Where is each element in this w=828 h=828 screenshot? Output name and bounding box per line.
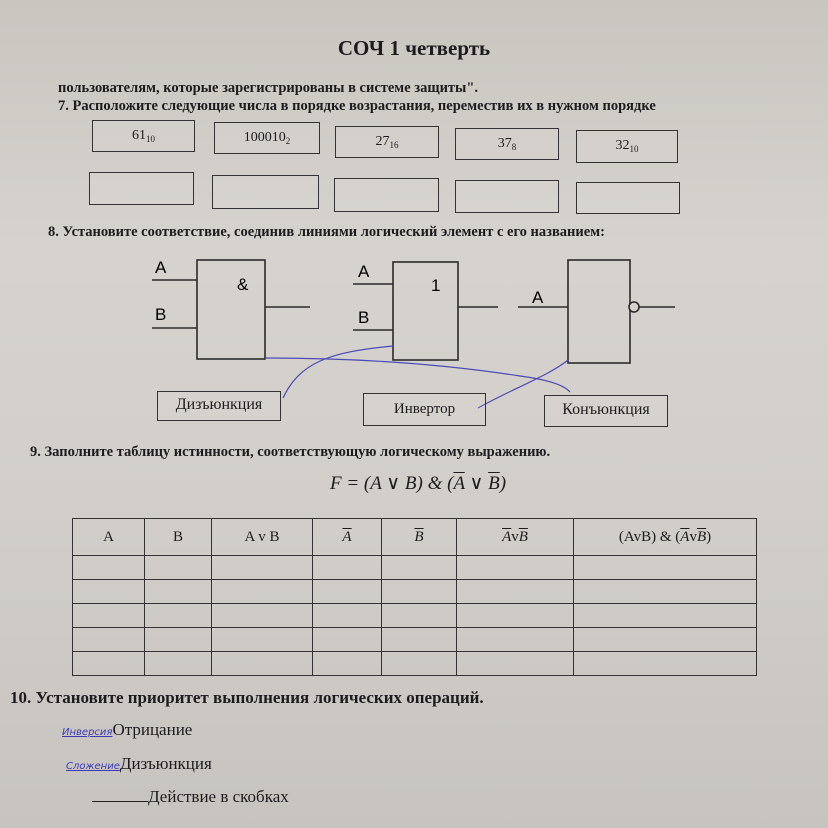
number-value: 61 — [132, 128, 146, 143]
table-cell[interactable] — [382, 628, 457, 652]
formula-not-b: $\overline{B}$ — [488, 473, 500, 494]
number-value: 37 — [497, 136, 512, 151]
table-row — [73, 580, 757, 604]
page-title: СОЧ 1 четверть — [337, 36, 491, 60]
table-cell[interactable] — [73, 604, 145, 628]
q8-text: 8. Установите соответствие, соединив линиями логический элемент с его названием: — [48, 224, 605, 240]
table-cell[interactable] — [313, 580, 382, 604]
number-base: 10 — [629, 144, 639, 154]
header-not-a-text: $\overline{A}$ — [342, 528, 352, 545]
handwritten-answer-1[interactable]: Инверсия — [62, 727, 113, 738]
header-not-b — [382, 519, 457, 556]
header-or: v — [511, 528, 519, 545]
connection-line-and — [265, 358, 570, 392]
q9-text: 9. Заполните таблицу истинности, соответствующую логическому выражению. — [30, 444, 551, 460]
priority-item-1 — [62, 720, 192, 740]
table-row — [73, 628, 757, 652]
table-cell[interactable] — [145, 652, 212, 676]
table-cell[interactable] — [145, 628, 212, 652]
label-inverter[interactable]: Инвертор — [363, 393, 486, 426]
table-cell[interactable] — [382, 580, 457, 604]
table-cell[interactable] — [145, 604, 212, 628]
handwritten-answer-2[interactable]: Сложение — [66, 761, 120, 772]
table-cell[interactable] — [313, 556, 382, 580]
header-not-b-text: $\overline{B}$ — [414, 528, 424, 545]
table-cell[interactable] — [382, 556, 457, 580]
formula-not-a: $\overline{A}$ — [453, 473, 465, 494]
number-box-1[interactable] — [92, 120, 195, 152]
gate1-symbol: & — [237, 275, 249, 294]
answer-box-3[interactable] — [334, 178, 439, 212]
table-cell[interactable] — [212, 628, 313, 652]
not-gate-inversion-bubble — [629, 302, 639, 312]
header-result-nb: $\overline{B}$ — [696, 528, 707, 545]
q9-formula — [330, 472, 506, 495]
label-disjunction[interactable]: Дизъюнкция — [157, 391, 281, 421]
not-gate-body — [568, 260, 630, 363]
q7-text: 7. Расположите следующие числа в порядке возрастания, переместив их в нужном порядке — [58, 98, 656, 114]
answer-box-5[interactable] — [576, 182, 680, 214]
table-cell[interactable] — [457, 580, 574, 604]
table-cell[interactable] — [212, 556, 313, 580]
header-result — [574, 519, 757, 556]
answer-box-2[interactable] — [212, 175, 319, 209]
header-a-or-b: A v B — [212, 519, 313, 556]
number-base: 2 — [285, 136, 291, 146]
priority-label-3: Действие в скобках — [148, 787, 289, 806]
number-box-2[interactable] — [214, 122, 320, 154]
formula-left: F = (A ∨ B) & ( — [330, 473, 454, 494]
number-base: 16 — [389, 140, 399, 150]
table-cell[interactable] — [73, 580, 145, 604]
table-cell[interactable] — [574, 628, 757, 652]
truth-table — [72, 518, 757, 676]
header-na: $\overline{A}$ — [502, 528, 512, 545]
priority-item-2 — [66, 754, 212, 774]
and-gate-body — [197, 260, 265, 359]
header-nb: $\overline{B}$ — [518, 528, 528, 545]
table-header-row — [73, 519, 757, 556]
table-cell[interactable] — [382, 652, 457, 676]
number-value: 27 — [375, 134, 390, 149]
header-a: A — [73, 519, 145, 556]
gate2-symbol: 1 — [431, 276, 441, 295]
table-cell[interactable] — [145, 580, 212, 604]
table-cell[interactable] — [382, 604, 457, 628]
formula-right: ) — [499, 473, 507, 494]
table-cell[interactable] — [457, 652, 574, 676]
header-result-or: v — [689, 528, 697, 545]
number-box-5[interactable] — [576, 130, 678, 163]
or-gate-body — [393, 262, 458, 360]
number-value: 100010 — [243, 130, 286, 145]
table-row — [73, 652, 757, 676]
header-result-left: (AvB) & ( — [618, 528, 681, 545]
number-value: 32 — [615, 138, 630, 153]
gate3-label-a: A — [532, 288, 544, 307]
header-b: B — [145, 519, 212, 556]
table-cell[interactable] — [457, 556, 574, 580]
table-cell[interactable] — [73, 652, 145, 676]
table-cell[interactable] — [73, 628, 145, 652]
gate2-label-a: A — [358, 262, 370, 281]
number-base: 8 — [511, 142, 517, 152]
header-not-a — [313, 519, 382, 556]
table-cell[interactable] — [574, 604, 757, 628]
table-cell[interactable] — [574, 652, 757, 676]
table-row — [73, 556, 757, 580]
table-cell[interactable] — [212, 604, 313, 628]
priority-label-2: Дизъюнкция — [119, 754, 212, 773]
number-base: 10 — [146, 134, 155, 144]
connection-line-or — [283, 346, 393, 398]
label-conjunction[interactable]: Конъюнкция — [544, 395, 668, 427]
table-cell[interactable] — [457, 628, 574, 652]
table-cell[interactable] — [313, 652, 382, 676]
header-result-na: $\overline{A}$ — [680, 528, 690, 545]
table-cell[interactable] — [212, 652, 313, 676]
number-box-3[interactable] — [335, 126, 439, 158]
table-cell[interactable] — [574, 556, 757, 580]
q10-text: 10. Установите приоритет выполнения логических операций. — [10, 688, 484, 707]
header-result-right: ) — [706, 528, 712, 545]
table-cell[interactable] — [574, 580, 757, 604]
table-cell[interactable] — [313, 604, 382, 628]
gate1-label-b: B — [155, 305, 167, 324]
number-box-4[interactable] — [455, 128, 559, 160]
header-not-a-or-not-b — [457, 519, 574, 556]
intro-tail: пользователям, которые зарегистрированы в системе защиты". — [58, 80, 479, 96]
answer-box-1[interactable] — [89, 172, 194, 205]
table-cell[interactable] — [212, 580, 313, 604]
priority-item-3 — [92, 787, 289, 807]
table-cell[interactable] — [73, 556, 145, 580]
priority-label-1: Отрицание — [112, 720, 193, 739]
answer-box-4[interactable] — [455, 180, 559, 213]
blank-answer-line[interactable] — [92, 787, 148, 802]
gate2-label-b: B — [358, 308, 370, 327]
table-cell[interactable] — [457, 604, 574, 628]
table-row — [73, 604, 757, 628]
table-cell[interactable] — [313, 628, 382, 652]
formula-or: ∨ — [464, 473, 489, 494]
gate1-label-a: A — [155, 258, 167, 277]
table-cell[interactable] — [145, 556, 212, 580]
